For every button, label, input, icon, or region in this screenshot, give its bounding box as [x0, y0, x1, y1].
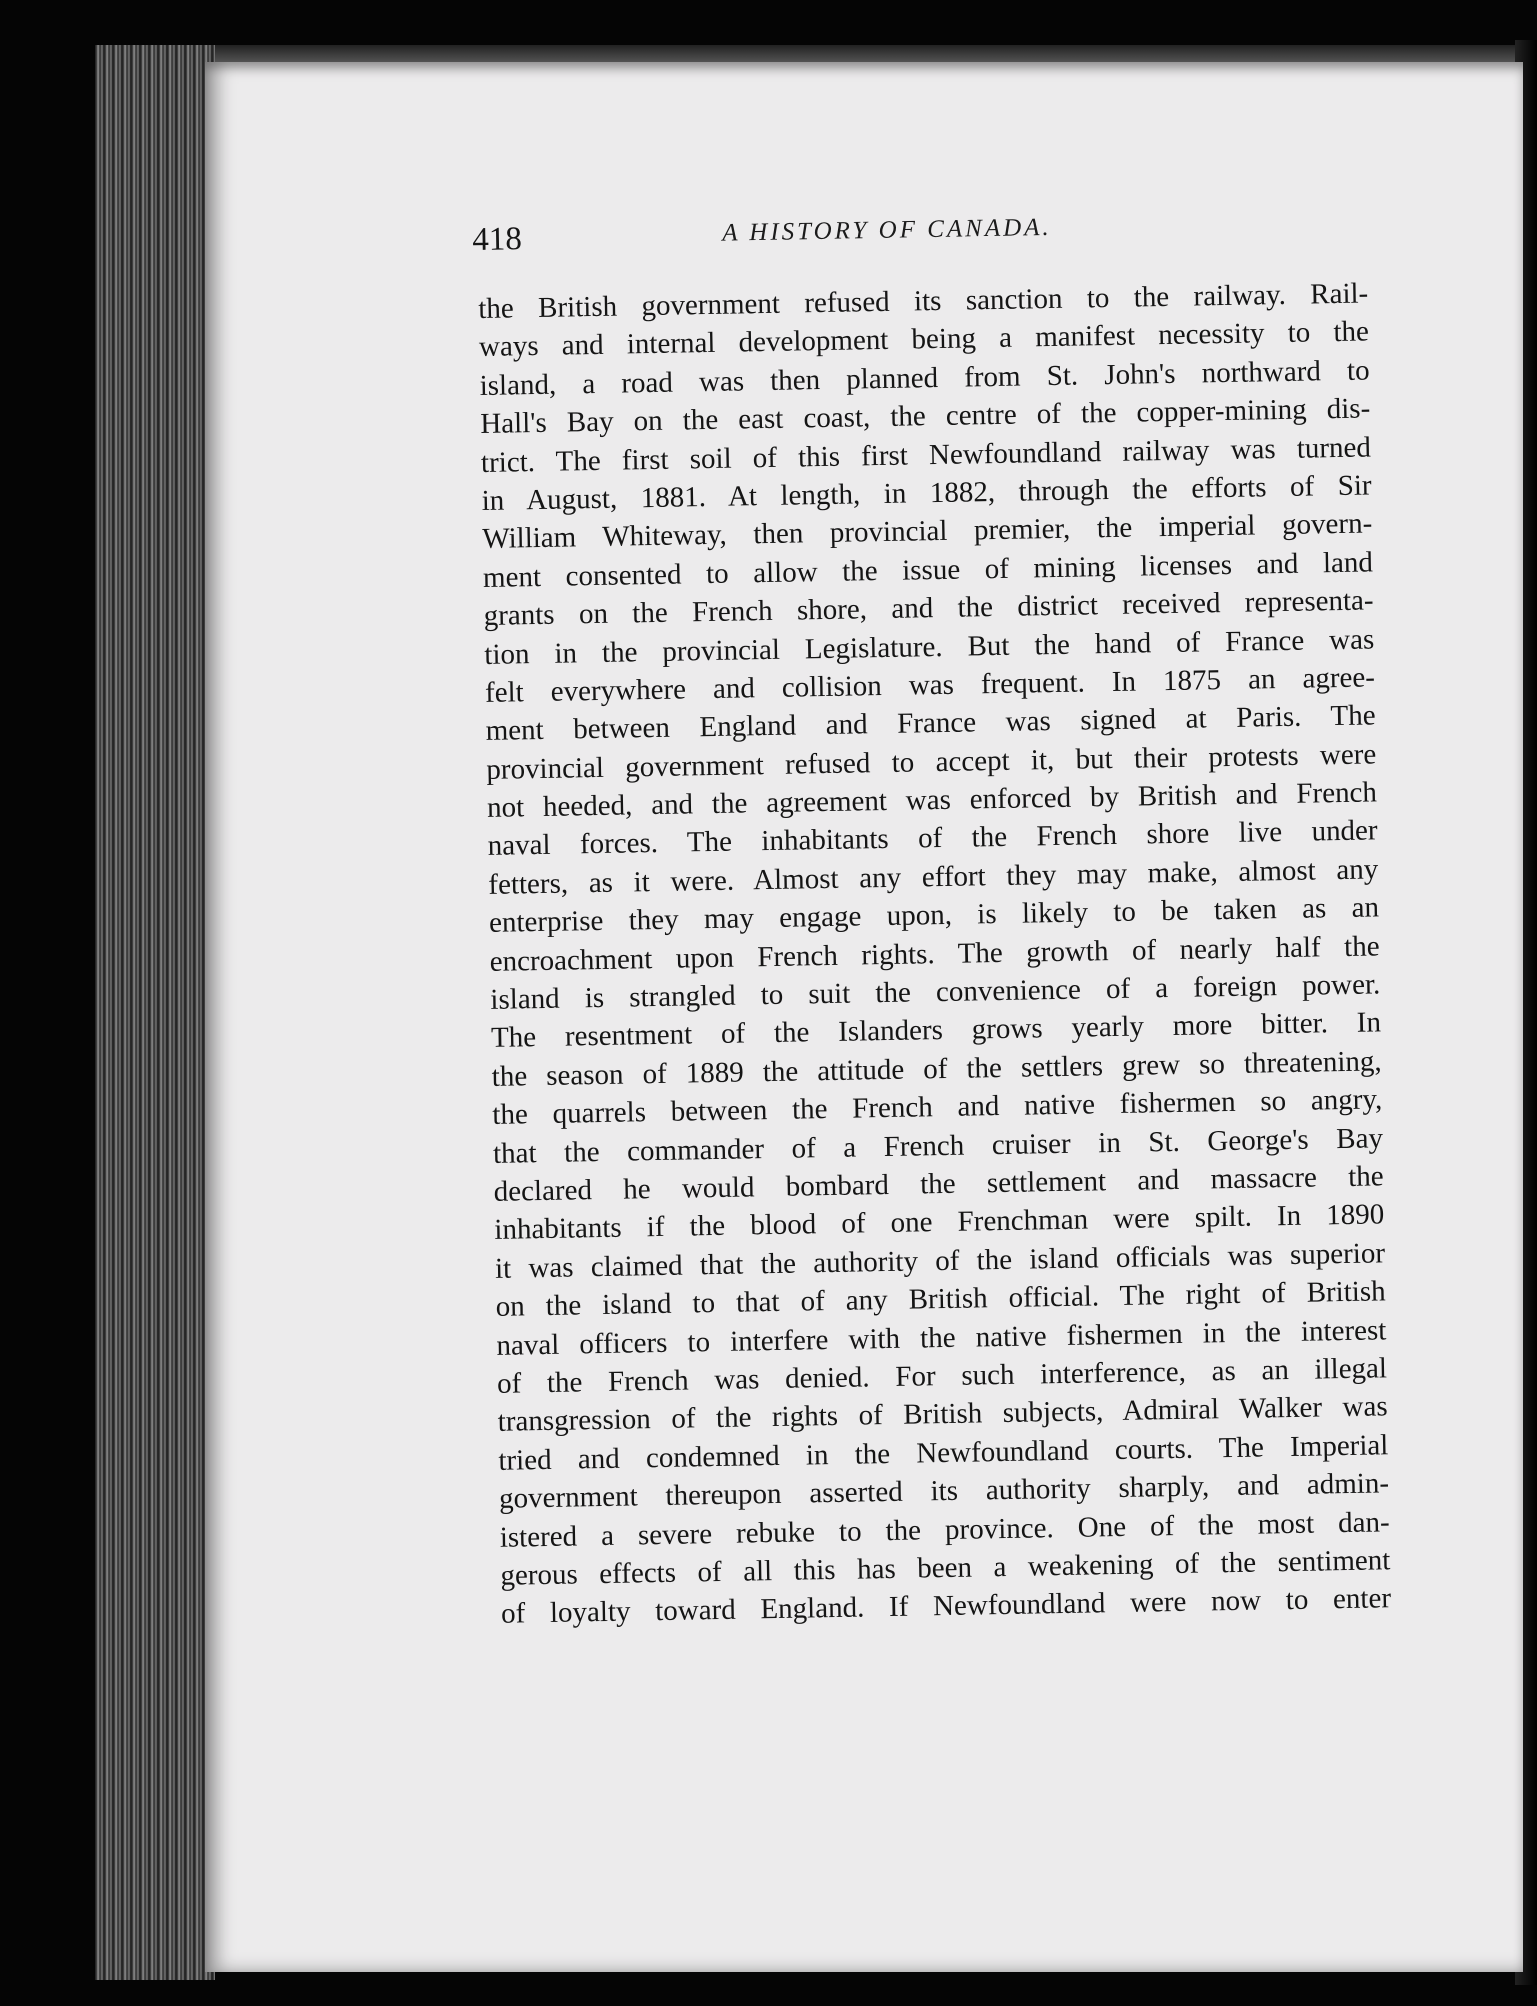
text-line: island is strangled to suit the convenience of a foreign power. [490, 968, 1381, 1016]
text-line: enterprise they may engage upon, is likely to be taken as an [488, 891, 1380, 940]
text-line: in August, 1881. At length, in 1882, through the efforts of Sir [481, 469, 1372, 517]
text-line: ways and internal development being a manifest necessity to the [478, 315, 1370, 364]
text-line: gerous effects of all this has been a weakening of the sentiment [500, 1544, 1391, 1592]
text-line: ment consented to allow the issue of mining licenses and land [482, 546, 1374, 594]
text-line: the quarrels between the French and native fishermen so angry, [492, 1083, 1383, 1132]
text-line: Hall's Bay on the east coast, the centre of the copper-mining dis- [480, 392, 1371, 441]
text-line: istered a severe rebuke to the province. One of the most dan- [499, 1505, 1390, 1554]
text-line: on the island to that of any British official. The right of British [495, 1275, 1386, 1323]
text-line: naval forces. The inhabitants of the French shore live under [487, 814, 1378, 863]
text-line: tried and condemned in the Newfoundland courts. The Imperial [498, 1429, 1389, 1477]
body-text [478, 274, 1391, 1633]
text-line: that the commander of a French cruiser in St. George's Bay [492, 1121, 1384, 1170]
book-page-edges [95, 45, 215, 1980]
text-line: government thereupon asserted its authority sharply, and admin- [498, 1467, 1390, 1515]
text-line: encroachment upon French rights. The growth of nearly half the [489, 930, 1380, 978]
text-line: fetters, as it were. Almost any effort they may make, almost any [488, 853, 1379, 901]
text-line: The resentment of the Islanders grows yearly more bitter. In [490, 1006, 1382, 1055]
text-line: William Whiteway, then provincial premier, the imperial govern- [482, 507, 1373, 556]
text-line: trict. The first soil of this first Newfoundland railway was turned [480, 431, 1372, 479]
running-head: A HISTORY OF CANADA. [721, 213, 1052, 247]
text-line: not heeded, and the agreement was enforced by British and French [486, 776, 1378, 824]
text-line: felt everywhere and collision was frequent. In 1875 an agree- [484, 661, 1376, 709]
text-line: the season of 1889 the attitude of the settlers grew so threatening, [491, 1045, 1382, 1093]
text-line: it was claimed that the authority of the island officials was superior [494, 1237, 1386, 1285]
text-line: transgression of the rights of British subjects, Admiral Walker was [497, 1390, 1388, 1439]
text-line: the British government refused its sanction to the railway. Rail- [478, 277, 1369, 325]
text-line: of loyalty toward England. If Newfoundland were now to enter [500, 1582, 1392, 1631]
text-line: grants on the French shore, and the district received representa- [483, 584, 1374, 633]
text-line: inhabitants if the blood of one Frenchman were spilt. In 1890 [494, 1198, 1385, 1247]
text-line: ment between England and France was signed at Paris. The [485, 699, 1376, 748]
text-line: naval officers to interfere with the native fishermen in the interest [496, 1313, 1387, 1362]
text-line: provincial government refused to accept it, but their protests were [486, 738, 1377, 786]
text-line: tion in the provincial Legislature. But the hand of France was [484, 622, 1375, 671]
text-line: of the French was denied. For such interference, as an illegal [496, 1352, 1388, 1400]
text-line: island, a road was then planned from St. John's northward to [479, 354, 1370, 402]
text-line: declared he would bombard the settlement and massacre the [493, 1160, 1384, 1208]
page-number: 418 [472, 221, 523, 258]
